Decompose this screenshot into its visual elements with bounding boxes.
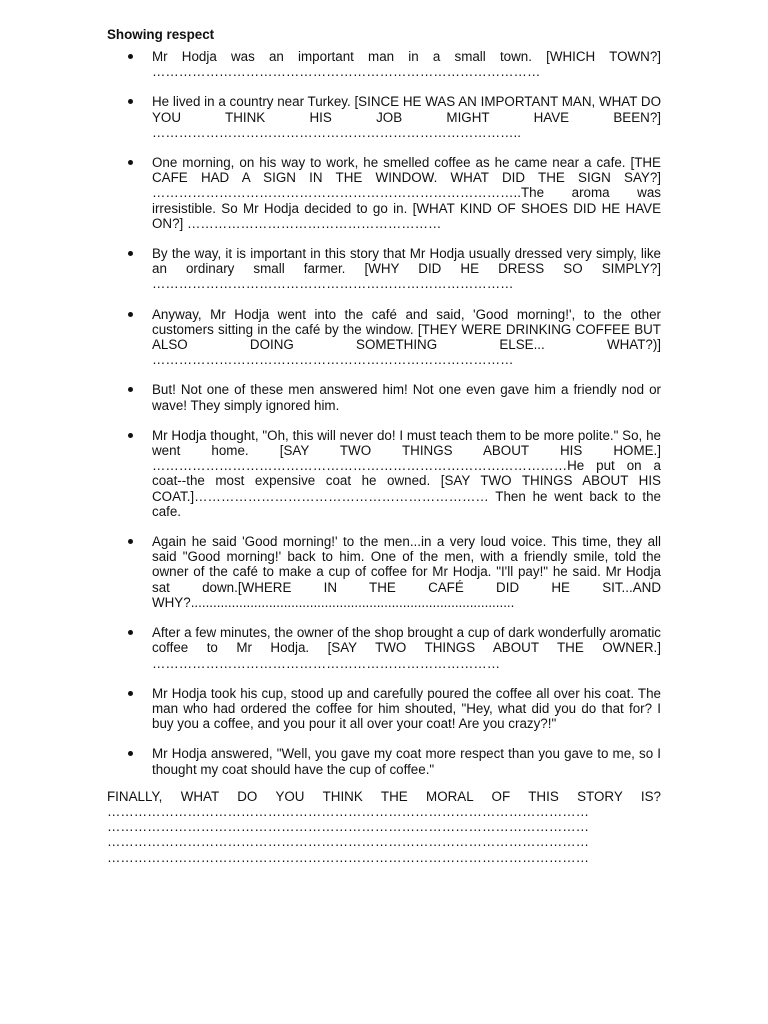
story-item <box>107 49 661 79</box>
bullet-icon <box>128 99 133 104</box>
story-list <box>107 49 661 777</box>
story-item-text: After a few minutes, the owner of the shop brought a cup of dark wonderfully aromatic coffee to Mr Hodja. [SAY TWO THINGS ABOUT THE OWNER.] …………………………………………………………………… <box>152 625 661 671</box>
story-item-text: By the way, it is important in this story that Mr Hodja usually dressed very simply, like an ordinary small farmer. [WHY DID HE DRESS SO SIMPLY?] ……………………………………………………………………… <box>152 246 661 292</box>
final-question: FINALLY, WHAT DO YOU THINK THE MORAL OF THIS STORY IS? ……………………………………………………………………………………………… ……………………………………………………………………………………………… ……………………………………………………………………………………………… ……………………………………………………………………………………………… <box>107 788 661 865</box>
worksheet-page <box>107 22 661 865</box>
story-item-text: One morning, on his way to work, he smelled coffee as he came near a cafe. [THE CAFE HAD A SIGN IN THE WINDOW. WHAT DID THE SIGN SAY?] ………………………………………………………………………..The aroma was irresistible. So Mr Hodja decided to go in. [WHAT KIND OF SHOES DID HE HAVE ON?] ………………………………………………… <box>152 155 661 231</box>
bullet-icon <box>128 387 133 392</box>
story-item <box>107 155 661 231</box>
bullet-icon <box>128 539 133 544</box>
story-item-text: Again he said 'Good morning!' to the men...in a very loud voice. This time, they all said "Good morning!' back to him. One of the men, with a friendly smile, told the owner of the café to make a cup of coffee for Mr Hodja. "I'll pay!" he said. Mr Hodja sat down.[WHERE IN THE CAFÉ DID HE SIT...AND WHY?....................................................................................... <box>152 534 661 610</box>
story-item <box>107 382 661 412</box>
story-item <box>107 746 661 776</box>
story-item <box>107 686 661 732</box>
story-item-text: Anyway, Mr Hodja went into the café and said, 'Good morning!', to the other customers sitting in the café by the window. [THEY WERE DRINKING COFFEE BUT ALSO DOING SOMETHING ELSE... WHAT?)] ……………………………………………………………………… <box>152 306 661 368</box>
story-item <box>107 428 661 519</box>
worksheet-title: Showing respect <box>107 27 215 42</box>
story-item <box>107 94 661 140</box>
bullet-icon <box>128 312 133 317</box>
story-item <box>107 625 661 671</box>
bullet-icon <box>128 251 133 256</box>
bullet-icon <box>128 433 133 438</box>
bullet-icon <box>128 54 133 59</box>
bullet-icon <box>128 160 133 165</box>
story-item-text: Mr Hodja thought, "Oh, this will never do! I must teach them to be more polite." So, he went home. [SAY TWO THINGS ABOUT HIS HOME.] …………………………………………………………………………………He put on a coat--the most expensive coat he owned. [SAY TWO THINGS ABOUT HIS COAT.]………………………………………………………… Then he went back to the cafe. <box>152 427 661 519</box>
story-item-text: Mr Hodja took his cup, stood up and carefully poured the coffee all over his coat. The man who had ordered the coffee for him shouted, "Hey, what did you do that for? I buy you a coffee, and you pour it all over your coat! Are you crazy?!" <box>152 685 661 732</box>
story-item <box>107 307 661 368</box>
bullet-icon <box>128 751 133 756</box>
bullet-icon <box>128 630 133 635</box>
story-item <box>107 246 661 292</box>
story-item-text: Mr Hodja answered, "Well, you gave my coat more respect than you gave to me, so I thought my coat should have the cup of coffee." <box>152 746 661 777</box>
bullet-icon <box>128 691 133 696</box>
story-item <box>107 534 661 610</box>
story-item-text: He lived in a country near Turkey. [SINCE HE WAS AN IMPORTANT MAN, WHAT DO YOU THINK HIS JOB MIGHT HAVE BEEN?] ……………………………………………………………………….. <box>152 94 661 140</box>
story-item-text: But! Not one of these men answered him! Not one even gave him a friendly nod or wave! They simply ignored him. <box>152 382 661 413</box>
story-item-text: Mr Hodja was an important man in a small town. [WHICH TOWN?] …………………………………………………………………………… <box>152 49 661 80</box>
